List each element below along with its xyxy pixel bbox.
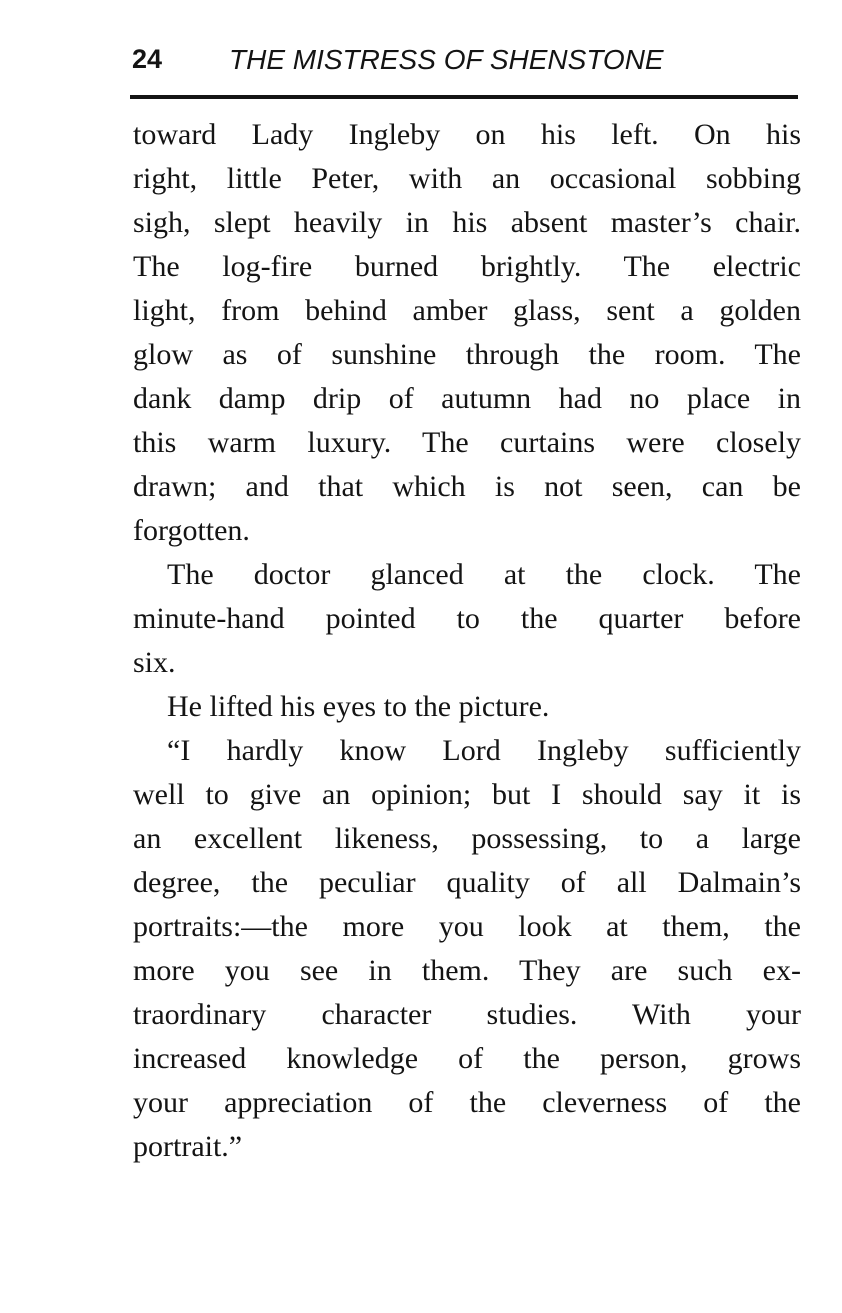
text-line: The doctor glanced at the clock. The bbox=[167, 558, 801, 591]
text-line: this warm luxury. The curtains were closely bbox=[133, 426, 801, 459]
text-line: sigh, slept heavily in his absent master’s chair. bbox=[133, 206, 801, 239]
text-line: light, from behind amber glass, sent a golden bbox=[133, 294, 801, 327]
text-line: dank damp drip of autumn had no place in bbox=[133, 382, 801, 415]
text-line: “I hardly know Lord Ingleby sufficiently bbox=[167, 734, 801, 767]
text-line: He lifted his eyes to the picture. bbox=[167, 690, 550, 723]
text-line: toward Lady Ingleby on his left. On his bbox=[133, 118, 801, 151]
header-rule bbox=[130, 95, 798, 99]
text-line: well to give an opinion; but I should say it is bbox=[133, 778, 801, 811]
text-line: degree, the peculiar quality of all Dalmain’s bbox=[133, 866, 801, 899]
text-line: drawn; and that which is not seen, can be bbox=[133, 470, 801, 503]
text-line: six. bbox=[133, 646, 176, 679]
text-line: your appreciation of the cleverness of the bbox=[133, 1086, 801, 1119]
page-header bbox=[132, 40, 802, 84]
text-line: The log-fire burned brightly. The electric bbox=[133, 250, 801, 283]
page-number: 24 bbox=[132, 44, 163, 74]
text-line: portrait.” bbox=[133, 1130, 243, 1163]
text-line: minute-hand pointed to the quarter before bbox=[133, 602, 801, 635]
text-line: more you see in them. They are such ex- bbox=[133, 954, 801, 987]
text-line: right, little Peter, with an occasional sobbing bbox=[133, 162, 801, 195]
text-line: glow as of sunshine through the room. The bbox=[133, 338, 801, 371]
text-line: traordinary character studies. With your bbox=[133, 998, 801, 1031]
text-line: forgotten. bbox=[133, 514, 250, 547]
running-title: THE MISTRESS OF SHENSTONE bbox=[229, 44, 664, 75]
text-line: increased knowledge of the person, grows bbox=[133, 1042, 801, 1075]
body-text bbox=[133, 113, 801, 1169]
text-line: an excellent likeness, possessing, to a large bbox=[133, 822, 801, 855]
text-line: portraits:—the more you look at them, the bbox=[133, 910, 801, 943]
